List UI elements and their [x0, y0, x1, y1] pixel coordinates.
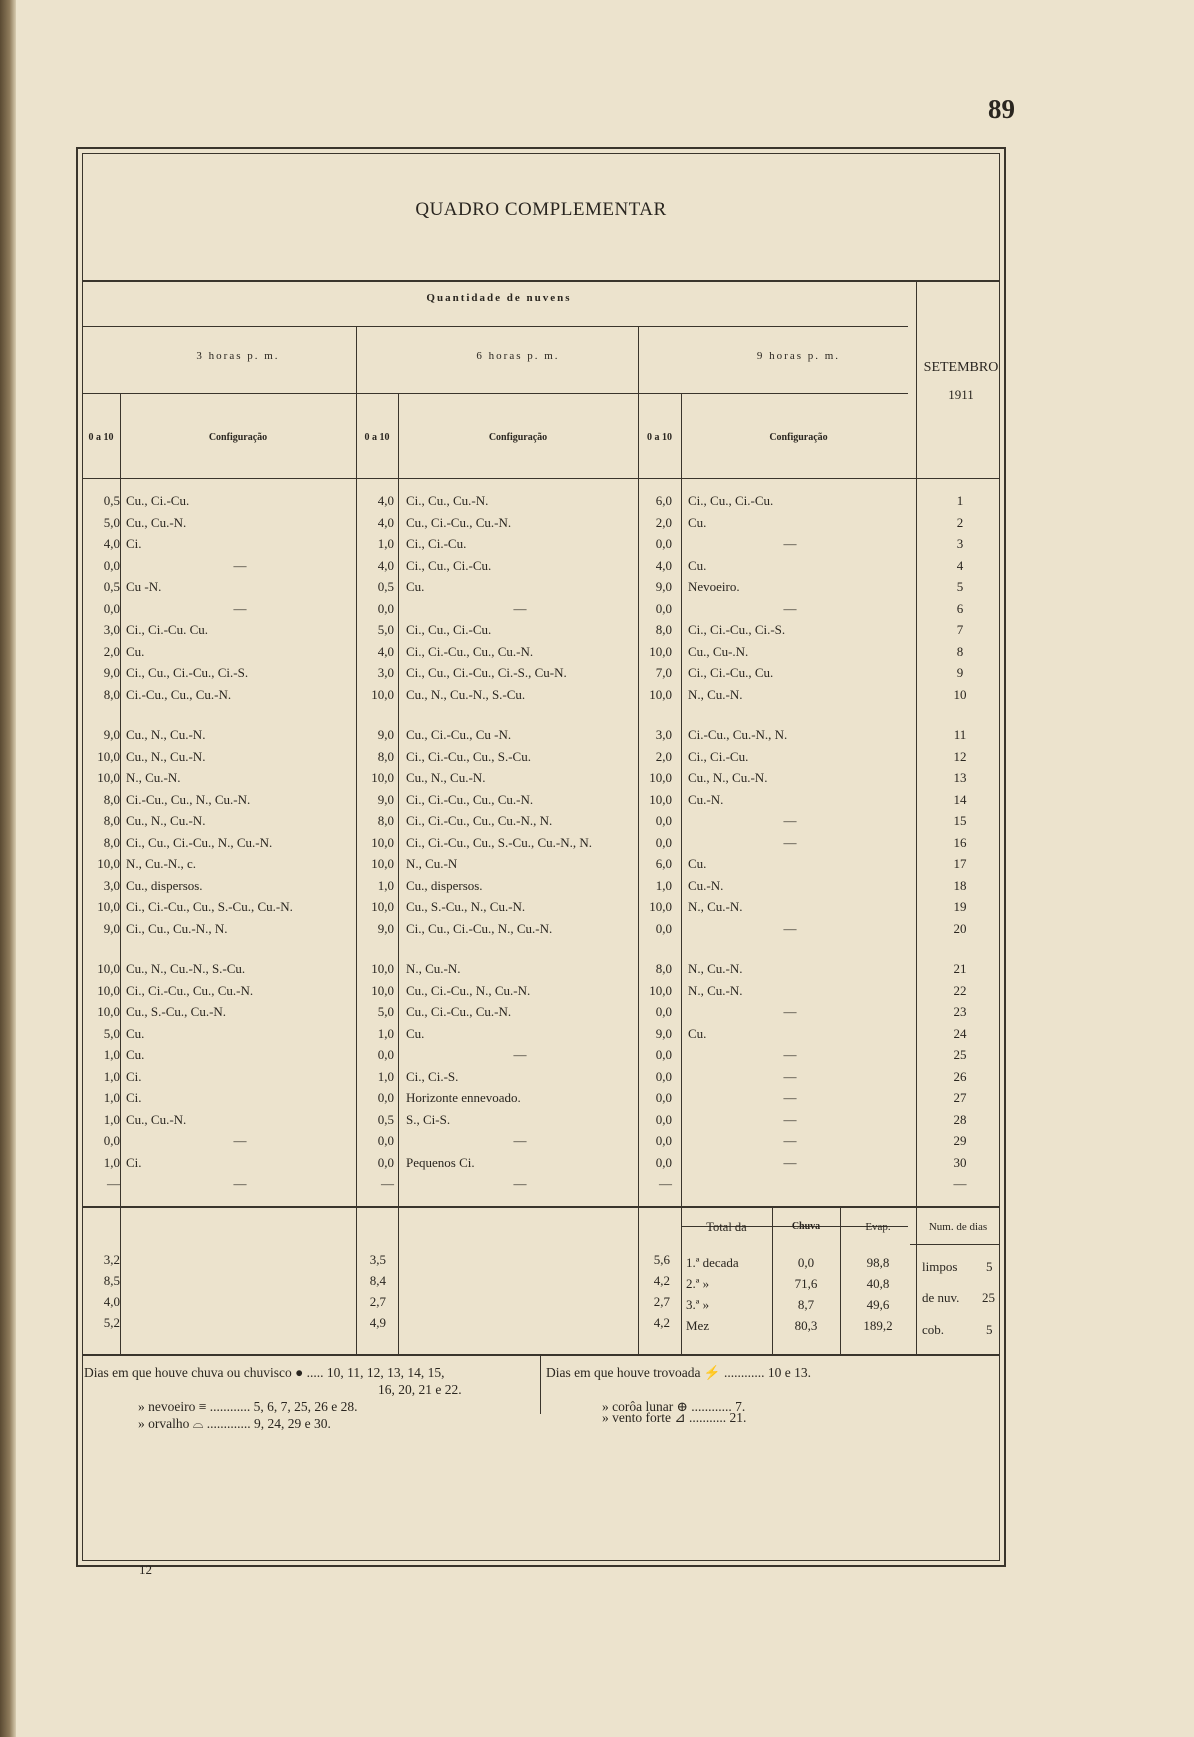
- row-25-c: 0,0: [655, 1047, 672, 1062]
- row-31-b: —: [381, 1176, 394, 1191]
- year-label: 1911: [948, 387, 974, 402]
- row-13-b: 10,0: [371, 770, 394, 785]
- row-19-ac: Ci., Ci.-Cu., Cu., S.-Cu., Cu.-N.: [126, 899, 293, 914]
- row-28-bc: S., Ci-S.: [406, 1111, 451, 1127]
- row-18-cc: Cu.-N.: [688, 877, 724, 893]
- scale-col-line-2: [398, 393, 399, 1354]
- row-18-d: 18: [953, 877, 967, 893]
- row-16-c: 0,0: [655, 834, 672, 850]
- row-24-d: 24: [953, 1025, 967, 1041]
- row-16-d: 16: [953, 834, 967, 850]
- row-9-a: 9,0: [103, 665, 120, 680]
- row-28-a: 1,0: [103, 1111, 120, 1127]
- row-25-bc: —: [513, 1047, 527, 1062]
- row-11-bc: Cu., Ci.-Cu., Cu -N.: [406, 727, 512, 742]
- config-label-2: Configuração: [488, 432, 548, 443]
- time-header-9pm: 9 horas p. m.: [756, 350, 841, 362]
- row-5-ac: Cu -N.: [126, 579, 162, 594]
- row-3-a: 4,0: [103, 536, 120, 551]
- mean-3-a: 4,0: [103, 1294, 120, 1309]
- group-underline: [82, 326, 908, 327]
- row-14-c: 10,0: [649, 791, 672, 807]
- row-17-ac: N., Cu.-N., c.: [126, 856, 197, 871]
- row-26-ac: Ci.: [126, 1068, 142, 1084]
- mean-3-b: 2,7: [369, 1294, 386, 1309]
- row-1-d: 1: [956, 493, 964, 508]
- config-label-3: Configuração: [769, 432, 828, 443]
- row-6-ac: —: [233, 600, 247, 616]
- row-28-cc: —: [783, 1111, 797, 1127]
- row-3-ac: Ci.: [126, 536, 142, 551]
- row-28-ac: Cu., Cu.-N.: [126, 1111, 187, 1127]
- row-7-cc: Ci., Ci.-Cu., Ci.-S.: [688, 622, 786, 637]
- row-17-d: 17: [953, 856, 967, 871]
- row-11-d: 11: [953, 727, 967, 742]
- cloudy-days-label: de nuv.: [922, 1290, 960, 1305]
- row-4-b: 4,0: [377, 557, 394, 573]
- row-8-d: 8: [956, 643, 964, 659]
- scale-label-2: 0 a 10: [364, 432, 390, 443]
- days-head: Num. de dias: [928, 1221, 988, 1233]
- row-12-d: 12: [953, 748, 967, 764]
- row-27-b: 0,0: [377, 1090, 394, 1105]
- row-4-d: 4: [956, 557, 964, 573]
- scale-col-line-3: [681, 393, 682, 1354]
- title-divider: [82, 280, 1000, 282]
- row-31-d: —: [953, 1176, 967, 1191]
- row-6-d: 6: [956, 600, 964, 616]
- row-9-c: 7,0: [655, 665, 672, 680]
- time-header-6pm: 6 horas p. m.: [476, 350, 560, 362]
- total-4-rain: 80,3: [794, 1318, 818, 1333]
- row-23-bc: Cu., Ci.-Cu., Cu.-N.: [406, 1004, 512, 1019]
- row-13-cc: Cu., N., Cu.-N.: [688, 770, 768, 785]
- days-head-line: [910, 1244, 1000, 1245]
- row-20-ac: Ci., Cu., Cu.-N., N.: [126, 920, 228, 936]
- row-6-a: 0,0: [103, 600, 120, 616]
- row-2-c: 2,0: [655, 514, 672, 530]
- row-14-b: 9,0: [377, 791, 394, 807]
- row-20-a: 9,0: [103, 920, 120, 936]
- row-22-b: 10,0: [371, 982, 394, 998]
- row-7-bc: Ci., Cu., Ci.-Cu.: [406, 622, 492, 637]
- row-2-cc: Cu.: [688, 514, 707, 530]
- row-12-c: 2,0: [655, 748, 672, 764]
- row-31-ac: —: [233, 1176, 247, 1191]
- row-12-b: 8,0: [377, 748, 394, 764]
- total-2-rain: 71,6: [794, 1276, 818, 1291]
- covered-days-value: 5: [986, 1322, 993, 1337]
- page-number: 89: [988, 94, 1015, 124]
- row-20-b: 9,0: [377, 920, 394, 936]
- row-9-cc: Ci., Ci.-Cu., Cu.: [688, 665, 774, 680]
- total-3-label: 3.ª »: [686, 1297, 710, 1312]
- row-26-bc: Ci., Ci.-S.: [406, 1068, 459, 1084]
- row-13-d: 13: [953, 770, 967, 785]
- row-26-b: 1,0: [377, 1068, 394, 1084]
- row-18-b: 1,0: [377, 877, 394, 893]
- row-20-c: 0,0: [655, 920, 672, 936]
- row-6-b: 0,0: [377, 600, 394, 616]
- row-22-ac: Ci., Ci.-Cu., Cu., Cu.-N.: [126, 982, 254, 998]
- book-spine: [0, 0, 16, 1737]
- row-25-ac: Cu.: [126, 1047, 145, 1062]
- time-header-3pm: 3 horas p. m.: [196, 350, 280, 362]
- row-15-a: 8,0: [103, 813, 120, 828]
- row-28-c: 0,0: [655, 1111, 672, 1127]
- row-19-cc: N., Cu.-N.: [688, 899, 743, 914]
- total-3-evap: 49,6: [866, 1297, 890, 1312]
- row-3-d: 3: [956, 536, 964, 551]
- row-29-ac: —: [233, 1133, 247, 1148]
- row-4-cc: Cu.: [688, 557, 707, 573]
- row-16-b: 10,0: [371, 834, 394, 850]
- row-8-b: 4,0: [377, 643, 394, 659]
- row-22-cc: N., Cu.-N.: [688, 982, 743, 998]
- row-13-c: 10,0: [649, 770, 672, 785]
- row-30-cc: —: [783, 1154, 797, 1170]
- row-2-ac: Cu., Cu.-N.: [126, 514, 187, 530]
- cloudy-days-value: 25: [982, 1290, 995, 1305]
- row-17-bc: N., Cu.-N: [406, 856, 458, 871]
- row-17-b: 10,0: [371, 856, 394, 871]
- row-29-bc: —: [513, 1133, 527, 1148]
- row-23-d: 23: [953, 1004, 967, 1019]
- row-1-bc: Ci., Cu., Cu.-N.: [406, 493, 489, 508]
- row-27-cc: —: [783, 1090, 797, 1105]
- row-26-a: 1,0: [103, 1068, 120, 1084]
- row-30-d: 30: [953, 1154, 967, 1170]
- row-27-ac: Ci.: [126, 1090, 142, 1105]
- row-29-c: 0,0: [655, 1133, 672, 1148]
- row-22-bc: Cu., Ci.-Cu., N., Cu.-N.: [406, 982, 531, 998]
- row-7-a: 3,0: [103, 622, 120, 637]
- row-15-d: 15: [953, 813, 967, 828]
- row-1-a: 0,5: [103, 493, 120, 508]
- row-24-ac: Cu.: [126, 1025, 145, 1041]
- row-29-b: 0,0: [377, 1133, 394, 1148]
- row-13-bc: Cu., N., Cu.-N.: [406, 770, 486, 785]
- row-15-c: 0,0: [655, 813, 672, 828]
- row-22-d: 22: [953, 982, 967, 998]
- rain-head: Chuva: [791, 1221, 821, 1232]
- row-15-ac: Cu., N., Cu.-N.: [126, 813, 206, 828]
- row-6-c: 0,0: [655, 600, 672, 616]
- notes-left-3: » nevoeiro ≡ ............ 5, 6, 7, 25, 26 e 28.: [138, 1399, 358, 1414]
- row-4-ac: —: [233, 557, 247, 573]
- row-7-ac: Ci., Ci.-Cu. Cu.: [126, 622, 208, 637]
- row-30-ac: Ci.: [126, 1154, 142, 1170]
- page-title: QUADRO COMPLEMENTAR: [415, 199, 667, 220]
- row-29-cc: —: [783, 1133, 797, 1148]
- row-21-a: 10,0: [97, 961, 120, 976]
- clear-days-value: 5: [986, 1259, 993, 1274]
- row-18-c: 1,0: [655, 877, 672, 893]
- row-19-bc: Cu., S.-Cu., N., Cu.-N.: [406, 899, 526, 914]
- row-10-cc: N., Cu.-N.: [688, 686, 743, 702]
- row-20-d: 20: [953, 920, 967, 936]
- row-11-cc: Ci.-Cu., Cu.-N., N.: [688, 727, 788, 742]
- row-12-cc: Ci., Ci.-Cu.: [688, 748, 749, 764]
- row-1-cc: Ci., Cu., Ci.-Cu.: [688, 493, 774, 508]
- row-4-c: 4,0: [655, 557, 672, 573]
- times-underline: [82, 393, 908, 394]
- row-8-cc: Cu., Cu-.N.: [688, 643, 749, 659]
- row-3-b: 1,0: [377, 536, 394, 551]
- row-21-bc: N., Cu.-N.: [406, 961, 461, 976]
- row-1-b: 4,0: [377, 493, 394, 508]
- row-9-ac: Ci., Cu., Ci.-Cu., Ci.-S.: [126, 665, 249, 680]
- row-25-a: 1,0: [103, 1047, 120, 1062]
- row-8-bc: Ci., Ci.-Cu., Cu., Cu.-N.: [406, 643, 534, 659]
- notes-right-2: » corôa lunar ⊕ ............ 7.: [602, 1399, 746, 1414]
- total-4-evap: 189,2: [863, 1318, 893, 1333]
- notes-left-4: » orvalho ⌓ ............. 9, 24, 29 e 30.: [138, 1416, 331, 1431]
- row-7-c: 8,0: [655, 622, 672, 637]
- row-24-bc: Cu.: [406, 1025, 425, 1041]
- row-5-d: 5: [956, 579, 964, 594]
- row-11-c: 3,0: [655, 727, 672, 742]
- row-15-cc: —: [783, 813, 797, 828]
- notes-left-2: 16, 20, 21 e 22.: [378, 1382, 462, 1397]
- row-8-ac: Cu.: [126, 643, 145, 659]
- row-6-cc: —: [783, 600, 797, 616]
- row-18-bc: Cu., dispersos.: [406, 877, 483, 893]
- row-30-c: 0,0: [655, 1154, 672, 1170]
- row-3-cc: —: [783, 536, 797, 551]
- total-1-label: 1.ª decada: [686, 1255, 739, 1270]
- row-28-d: 28: [953, 1111, 967, 1127]
- total-3-rain: 8,7: [797, 1297, 815, 1312]
- row-24-cc: Cu.: [688, 1025, 707, 1041]
- row-10-c: 10,0: [649, 686, 672, 702]
- row-26-cc: —: [783, 1068, 797, 1084]
- clear-days-label: limpos: [922, 1259, 958, 1274]
- row-20-cc: —: [783, 920, 797, 936]
- row-2-b: 4,0: [377, 514, 394, 530]
- row-27-c: 0,0: [655, 1090, 672, 1105]
- header-bottom-line: [82, 478, 1000, 479]
- covered-days-label: cob.: [922, 1322, 945, 1337]
- row-10-b: 10,0: [371, 686, 394, 702]
- row-31-bc: —: [513, 1176, 527, 1191]
- row-14-bc: Ci., Ci.-Cu., Cu., Cu.-N.: [406, 791, 534, 807]
- row-13-a: 10,0: [97, 770, 120, 785]
- row-12-ac: Cu., N., Cu.-N.: [126, 748, 206, 764]
- mean-4-a: 5,2: [103, 1315, 120, 1330]
- row-11-b: 9,0: [377, 727, 394, 742]
- mean-1-b: 3,5: [369, 1252, 386, 1267]
- row-3-c: 0,0: [655, 536, 672, 551]
- row-21-d: 21: [953, 961, 967, 976]
- row-11-ac: Cu., N., Cu.-N.: [126, 727, 206, 742]
- row-23-b: 5,0: [377, 1004, 394, 1019]
- row-14-d: 14: [953, 791, 967, 807]
- row-5-b: 0,5: [377, 579, 394, 594]
- row-24-a: 5,0: [103, 1025, 120, 1041]
- row-16-cc: —: [783, 834, 797, 850]
- notes-right-1: Dias em que houve trovoada ⚡ ............ 10 e 13.: [546, 1365, 812, 1380]
- scale-col-line-1: [120, 393, 121, 1354]
- row-5-c: 9,0: [655, 579, 672, 594]
- mean-4-b: 4,9: [369, 1315, 386, 1330]
- row-25-cc: —: [783, 1047, 797, 1062]
- row-28-b: 0,5: [377, 1111, 394, 1127]
- row-26-d: 26: [953, 1068, 967, 1084]
- row-27-bc: Horizonte ennevoado.: [406, 1090, 521, 1105]
- row-18-a: 3,0: [103, 877, 120, 893]
- row-17-a: 10,0: [97, 856, 120, 871]
- row-20-bc: Ci., Cu., Ci.-Cu., N., Cu.-N.: [406, 920, 553, 936]
- notes-divider: [540, 1354, 541, 1414]
- row-9-b: 3,0: [377, 665, 394, 680]
- notes-top-line: [82, 1354, 1000, 1356]
- mean-2-c: 4,2: [653, 1273, 670, 1288]
- row-23-c: 0,0: [655, 1004, 672, 1019]
- row-10-a: 8,0: [103, 686, 120, 702]
- scale-label-1: 0 a 10: [88, 432, 114, 443]
- mean-1-c: 5,6: [653, 1252, 670, 1267]
- row-23-cc: —: [783, 1004, 797, 1019]
- group-header: Quantidade de nuvens: [426, 292, 572, 304]
- row-27-d: 27: [953, 1090, 967, 1105]
- row-22-c: 10,0: [649, 982, 672, 998]
- row-19-a: 10,0: [97, 899, 120, 914]
- row-16-ac: Ci., Cu., Ci.-Cu., N., Cu.-N.: [126, 834, 273, 850]
- evap-head: Evap.: [865, 1221, 891, 1233]
- row-1-c: 6,0: [655, 493, 672, 508]
- row-17-c: 6,0: [655, 856, 672, 871]
- scale-label-3: 0 a 10: [647, 432, 672, 443]
- row-11-a: 9,0: [103, 727, 120, 742]
- row-5-cc: Nevoeiro.: [688, 579, 740, 594]
- month-label: SETEMBRO: [923, 360, 999, 375]
- row-21-c: 8,0: [655, 961, 672, 976]
- mean-1-a: 3,2: [103, 1252, 120, 1267]
- totals-top-line: [82, 1206, 1000, 1208]
- row-21-ac: Cu., N., Cu.-N., S.-Cu.: [126, 961, 246, 976]
- mean-2-a: 8,5: [103, 1273, 120, 1288]
- row-8-c: 10,0: [649, 643, 672, 659]
- total-2-label: 2.ª »: [686, 1276, 710, 1291]
- row-14-a: 8,0: [103, 791, 120, 807]
- row-16-a: 8,0: [103, 834, 120, 850]
- row-24-b: 1,0: [377, 1025, 394, 1041]
- row-31-a: —: [107, 1176, 120, 1191]
- row-3-bc: Ci., Ci.-Cu.: [406, 536, 467, 551]
- row-4-bc: Ci., Cu., Ci.-Cu.: [406, 557, 492, 573]
- row-30-a: 1,0: [103, 1154, 120, 1170]
- mean-3-c: 2,7: [653, 1294, 670, 1309]
- row-16-bc: Ci., Ci.-Cu., Cu., S.-Cu., Cu.-N., N.: [406, 834, 592, 850]
- row-4-a: 0,0: [103, 557, 120, 573]
- row-8-a: 2,0: [103, 643, 120, 659]
- row-10-ac: Ci.-Cu., Cu., Cu.-N.: [126, 686, 232, 702]
- row-1-ac: Cu., Ci.-Cu.: [126, 493, 190, 508]
- row-30-bc: Pequenos Ci.: [406, 1154, 475, 1170]
- row-2-d: 2: [956, 514, 964, 530]
- row-23-a: 10,0: [97, 1004, 120, 1019]
- row-7-b: 5,0: [377, 622, 394, 637]
- row-15-b: 8,0: [377, 813, 394, 828]
- row-29-d: 29: [953, 1133, 967, 1148]
- row-7-d: 7: [956, 622, 964, 637]
- row-25-d: 25: [953, 1047, 967, 1062]
- row-12-a: 10,0: [97, 748, 120, 764]
- mean-4-c: 4,2: [653, 1315, 670, 1330]
- row-27-a: 1,0: [103, 1090, 120, 1105]
- row-14-ac: Ci.-Cu., Cu., N., Cu.-N.: [126, 791, 251, 807]
- total-4-label: Mez: [686, 1318, 710, 1333]
- row-6-bc: —: [513, 600, 527, 616]
- row-15-bc: Ci., Ci.-Cu., Cu., Cu.-N., N.: [406, 813, 553, 828]
- row-10-bc: Cu., N., Cu.-N., S.-Cu.: [406, 686, 526, 702]
- row-30-b: 0,0: [377, 1154, 394, 1170]
- row-9-bc: Ci., Cu., Ci.-Cu., Ci.-S., Cu-N.: [406, 665, 567, 680]
- row-5-a: 0,5: [103, 579, 120, 594]
- row-19-b: 10,0: [371, 899, 394, 914]
- row-2-bc: Cu., Ci.-Cu., Cu.-N.: [406, 514, 512, 530]
- row-29-a: 0,0: [103, 1133, 120, 1148]
- row-21-cc: N., Cu.-N.: [688, 961, 743, 976]
- row-9-d: 9: [956, 665, 964, 680]
- totals-head: Total da: [706, 1220, 747, 1234]
- row-24-c: 9,0: [655, 1025, 672, 1041]
- row-5-bc: Cu.: [406, 579, 425, 594]
- row-19-c: 10,0: [649, 899, 672, 914]
- mean-2-b: 8,4: [369, 1273, 386, 1288]
- total-1-rain: 0,0: [797, 1255, 815, 1270]
- row-23-ac: Cu., S.-Cu., Cu.-N.: [126, 1004, 227, 1019]
- row-12-bc: Ci., Ci.-Cu., Cu., S.-Cu.: [406, 748, 531, 764]
- config-label-1: Configuração: [208, 432, 268, 443]
- footer-number: 12: [139, 1562, 152, 1577]
- row-26-c: 0,0: [655, 1068, 672, 1084]
- notes-right-3: » vento forte ⊿ ........... 21.: [602, 1410, 747, 1425]
- row-2-a: 5,0: [103, 514, 120, 530]
- row-22-a: 10,0: [97, 982, 120, 998]
- row-31-c: —: [659, 1176, 672, 1191]
- total-1-evap: 98,8: [866, 1255, 890, 1270]
- row-10-d: 10: [953, 686, 967, 702]
- row-18-ac: Cu., dispersos.: [126, 877, 203, 893]
- row-13-ac: N., Cu.-N.: [126, 770, 181, 785]
- row-21-b: 10,0: [371, 961, 394, 976]
- row-17-cc: Cu.: [688, 856, 707, 871]
- notes-left-1: Dias em que houve chuva ou chuvisco ● ..... 10, 11, 12, 13, 14, 15,: [84, 1365, 445, 1380]
- total-2-evap: 40,8: [866, 1276, 890, 1291]
- row-19-d: 19: [953, 899, 967, 914]
- row-25-b: 0,0: [377, 1047, 394, 1062]
- row-14-cc: Cu.-N.: [688, 791, 724, 807]
